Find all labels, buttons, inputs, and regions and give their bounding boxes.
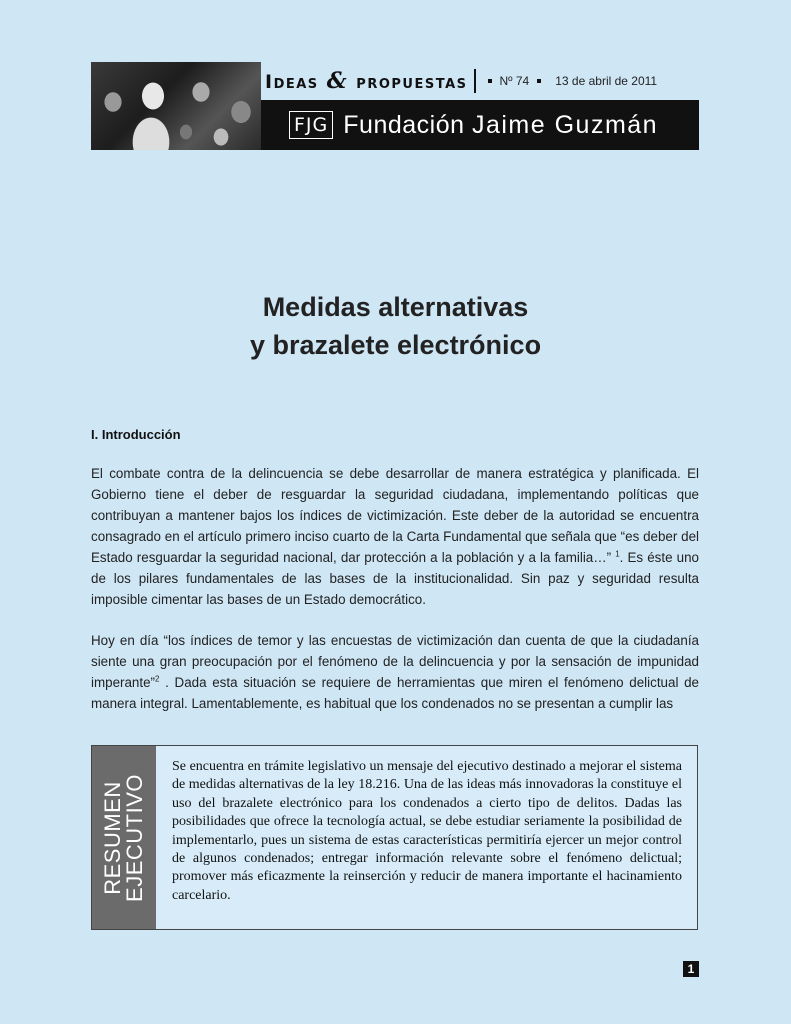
title-line-1: Medidas alternativas <box>262 292 529 322</box>
paragraph-2 <box>91 630 699 714</box>
paragraph-1 <box>91 463 699 610</box>
paragraph-1-part-b: . Es éste uno de los pilares fundamentales de las bases de la institucionalidad. Sin paz y seguridad resulta imposible cimentar las bases de un Estado democrático. <box>91 550 699 607</box>
summary-sidebar <box>92 746 156 929</box>
series-separator <box>474 69 476 93</box>
title-line-2: y brazalete electrónico <box>249 330 542 360</box>
paragraph-2-part-b: . Dada esta situación se requiere de herramientas que miren el fenómeno delictual de manera integral. Lamentablemente, es habitual que los condenados no se presentan a cumplir las <box>91 675 699 711</box>
issue-number: Nº 74 <box>499 74 530 88</box>
section-heading: I. Introducción <box>91 427 181 442</box>
page-number: 1 <box>683 961 699 977</box>
bullet-square-icon <box>488 79 492 83</box>
summary-label-line-2: EJECUTIVO <box>122 774 147 902</box>
paragraph-1-part-a: El combate contra de la delincuencia se debe desarrollar de manera estratégica y planificada. El Gobierno tiene el deber de resguardar la seguridad ciudadana, implementando políticas que contribuyan a mantener bajos los índices de victimización. Este deber de la autoridad se encuentra consagrado en el artículo primero inciso cuarto de la Carta Fundamental que señala que “es deber del Estado resguardar la seguridad nacional, dar protección a la población y a la familia…” <box>91 466 699 565</box>
footnote-ref-2[interactable]: 2 <box>155 674 160 684</box>
fjg-logo: FJG <box>289 111 333 139</box>
series-suffix: propuestas <box>356 71 468 93</box>
bullet-square-icon <box>537 79 541 83</box>
org-name-bold: Fundación <box>343 110 465 139</box>
series-strip <box>261 62 699 100</box>
summary-label-line-1: RESUMEN <box>100 781 125 895</box>
publication-header <box>91 62 699 150</box>
paragraph-2-part-a: Hoy en día “los índices de temor y las encuestas de victimización dan cuenta de que la ciudadanía siente una gran preocupación por el fenómeno de la delincuencia y por la sensación de impunidad imperante” <box>91 633 699 690</box>
header-photo <box>91 62 261 150</box>
document-title <box>0 288 791 364</box>
issue-meta <box>480 74 658 88</box>
series-ampersand: & <box>326 68 349 94</box>
brand-bar <box>261 100 699 150</box>
issue-date: 13 de abril de 2011 <box>555 74 658 88</box>
organization-name <box>343 111 658 140</box>
executive-summary-box <box>91 745 698 930</box>
footnote-ref-1[interactable]: 1 <box>615 549 620 559</box>
series-name <box>265 68 468 94</box>
org-name-light: Jaime Guzmán <box>471 110 659 139</box>
summary-text: Se encuentra en trámite legislativo un mensaje del ejecutivo destinado a mejorar el sistema de medidas alternativas de la ley 18.216. Una de las ideas más innovadoras la constituye el uso del brazalete electrónico para los condenados a cierto tipo de delitos. Dadas las posibilidades que ofrece la tecnología actual, se debe estudiar seriamente la posibilidad de implementarlo, pues un sistema de estas características permitiría ejercer un mejor control de algunos condenados; entregar información relevante sobre el fenómeno delictual; promover más eficazmente la reinserción y reducir de manera importante el hacinamiento carcelario. <box>172 759 682 903</box>
summary-label <box>102 774 146 902</box>
series-prefix: Ideas <box>265 71 319 93</box>
